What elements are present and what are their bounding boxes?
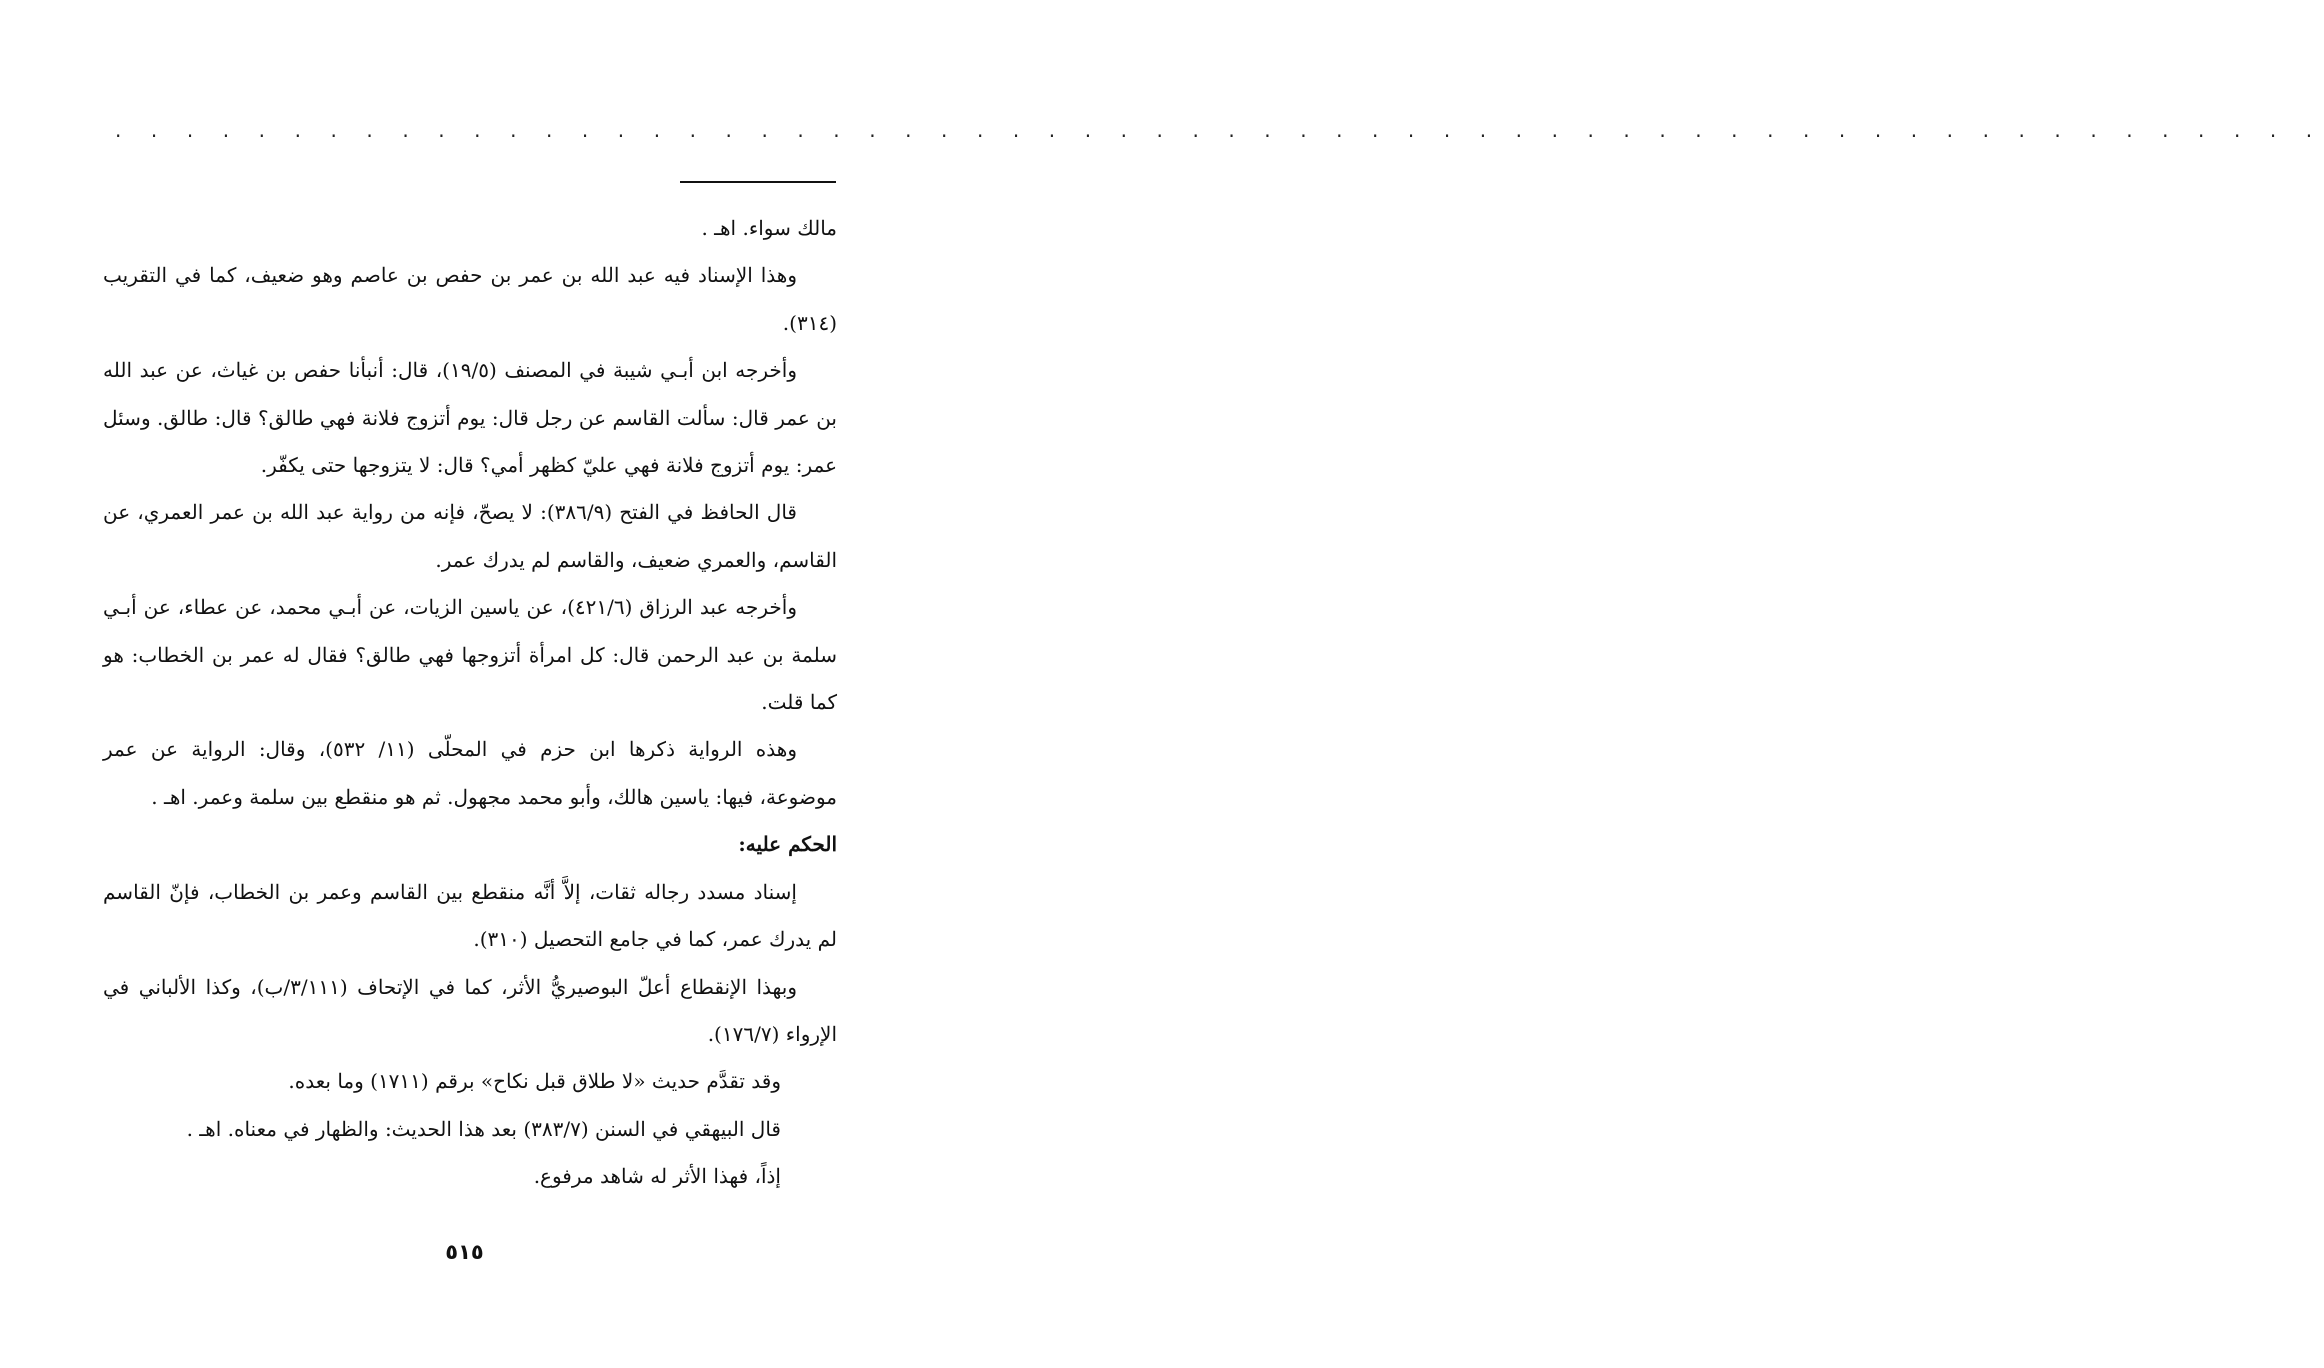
paragraph: وهذه الرواية ذكرها ابن حزم في المحلّى (١١/ ٥٣٢)، وقال: الرواية عن عمر موضوعة، فيها: ياسين هالك، وأبو محمد مجهول. ثم هو منقطع بين سلمة وعمر. اهـ . [103,737,837,809]
section-heading: الحكم عليه: [738,832,837,857]
page-number: ٥١٥ [445,1240,484,1264]
paragraph: مالك سواء. اهـ . [701,216,837,240]
paragraph: وهذا الإسناد فيه عبد الله بن عمر بن حفص بن عاصم وهو ضعيف، كما في التقريب (٣١٤). [103,263,837,335]
paragraph: قال البيهقي في السنن (٣٨٣/٧) بعد هذا الحديث: والظهار في معناه. اهـ . [186,1116,781,1141]
paragraph: قال الحافظ في الفتح (٣٨٦/٩): لا يصحّ، فإنه من رواية عبد الله بن عمر العمري، عن القاسم، والعمري ضعيف، والقاسم لم يدرك عمر. [103,500,837,572]
paragraph: وأخرجه ابن أبـي شيبة في المصنف (١٩/٥)، قال: أنبأنا حفص بن غياث، عن عبد الله بن عمر قال: سألت القاسم عن رجل قال: يوم أتزوج فلانة فهي طالق؟ قال: طالق. وسئل عمر: يوم أتزوج فلانة فهي عليّ كظهر أمي؟ قال: لا يتزوجها حتى يكفّر. [103,358,837,478]
body-text [103,205,837,1201]
paragraph: وقد تقدَّم حديث «لا طلاق قبل نكاح» برقم (١٧١١) وما بعده. [288,1069,781,1094]
footnote-rule [680,181,836,183]
paragraph: وبهذا الإنقطاع أعلّ البوصيريُّ الأثر، كما في الإتحاف (٣/١١١/ب)، وكذا الألباني في الإرواء (١٧٦/٧). [103,974,837,1046]
paragraph: إذاً، فهذا الأثر له شاهد مرفوع. [533,1164,781,1189]
paragraph: إسناد مسدد رجاله ثقات، إلاَّ أنَّه منقطع بين القاسم وعمر بن الخطاب، فإنّ القاسم لم يدرك عمر، كما في جامع التحصيل (٣١٠). [103,879,837,952]
separator-dots: . . . . . . . . . . . . . . . . . . . . . . . . . . . . . . . . . . . . . . . . . . . . . . . . . . . . . . . . . . . . . . [115,118,2324,142]
paragraph: وأخرجه عبد الرزاق (٤٢١/٦)، عن ياسين الزيات، عن أبـي محمد، عن عطاء، عن أبـي سلمة بن عبد الرحمن قال: كل امرأة أتزوجها فهي طالق؟ فقال له عمر بن الخطاب: هو كما قلت. [103,595,837,715]
